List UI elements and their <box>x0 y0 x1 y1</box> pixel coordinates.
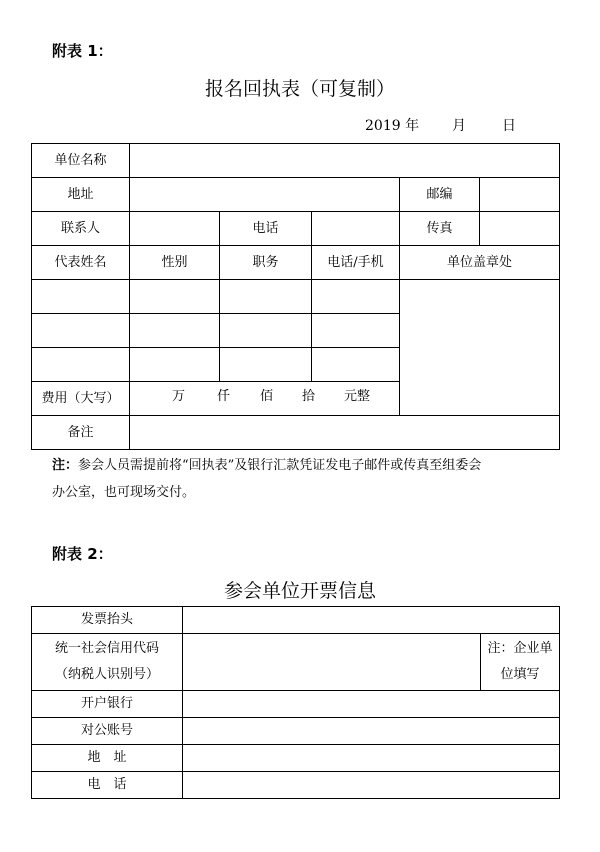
invoice-phone-field[interactable] <box>183 772 560 799</box>
bank-field[interactable] <box>183 691 560 718</box>
invoice-title-field[interactable] <box>183 607 560 634</box>
invoice-address-field[interactable] <box>183 745 560 772</box>
address-field[interactable] <box>130 178 400 212</box>
registration-note <box>52 452 552 506</box>
account-label: 对公账号 <box>32 718 183 745</box>
gender-cell[interactable] <box>130 314 220 348</box>
position-cell[interactable] <box>220 280 312 314</box>
fax-field[interactable] <box>480 212 560 246</box>
mobile-header: 电话/手机 <box>312 246 400 280</box>
gender-header: 性别 <box>130 246 220 280</box>
fee-label: 费用（大写） <box>32 382 130 416</box>
mobile-cell[interactable] <box>312 314 400 348</box>
seal-area[interactable] <box>400 280 560 416</box>
fee-unit-shi: 拾 <box>302 388 316 404</box>
enterprise-note-line-2: 位填写 <box>500 667 540 682</box>
postcode-label: 邮编 <box>400 178 480 212</box>
postcode-field[interactable] <box>480 178 560 212</box>
account-field[interactable] <box>183 718 560 745</box>
invoice-table <box>31 606 560 799</box>
bank-label: 开户银行 <box>32 691 183 718</box>
credit-code-field[interactable] <box>183 634 481 691</box>
phone-label: 电话 <box>220 212 312 246</box>
gender-cell[interactable] <box>130 280 220 314</box>
attachment-2-label: 附表 2： <box>52 545 113 563</box>
note-bold-label: 注： <box>52 458 79 473</box>
fee-unit-yuan: 元整 <box>344 388 371 404</box>
credit-code-label <box>32 634 183 691</box>
enterprise-note-line-1: 注：企业单 <box>487 641 553 656</box>
position-cell[interactable] <box>220 314 312 348</box>
invoice-title-label: 发票抬头 <box>32 607 183 634</box>
note-line-1: 参会人员需提前将“回执表”及银行汇款凭证发电子邮件或传真至组委会 <box>78 458 482 473</box>
mobile-cell[interactable] <box>312 280 400 314</box>
rep-name-cell[interactable] <box>32 280 130 314</box>
fee-unit-bai: 佰 <box>260 388 274 404</box>
fax-label: 传真 <box>400 212 480 246</box>
registration-table <box>31 143 560 450</box>
fee-units <box>130 389 399 409</box>
date-day: 日 <box>502 118 516 134</box>
contact-label: 联系人 <box>32 212 130 246</box>
date-line <box>0 115 600 135</box>
note-line-2: 办公室，也可现场交付。 <box>52 485 196 500</box>
position-header: 职务 <box>220 246 312 280</box>
remark-label: 备注 <box>32 416 130 450</box>
rep-name-cell[interactable] <box>32 314 130 348</box>
gender-cell[interactable] <box>130 348 220 382</box>
mobile-cell[interactable] <box>312 348 400 382</box>
enterprise-note <box>481 634 560 691</box>
phone-field[interactable] <box>312 212 400 246</box>
unit-name-label: 单位名称 <box>32 144 130 178</box>
rep-name-header: 代表姓名 <box>32 246 130 280</box>
invoice-phone-label: 电 话 <box>32 772 183 799</box>
invoice-info-title: 参会单位开票信息 <box>223 580 376 602</box>
credit-code-line-2: （纳税人识别号） <box>54 667 159 682</box>
seal-header: 单位盖章处 <box>400 246 560 280</box>
contact-field[interactable] <box>130 212 220 246</box>
date-month: 月 <box>452 118 466 134</box>
fee-unit-wan: 万 <box>172 388 186 404</box>
credit-code-line-1: 统一社会信用代码 <box>54 641 159 656</box>
unit-name-field[interactable] <box>130 144 560 178</box>
invoice-address-label: 地 址 <box>32 745 183 772</box>
attachment-1-label: 附表 1： <box>52 42 113 60</box>
fee-unit-qian: 仟 <box>217 388 231 404</box>
rep-name-cell[interactable] <box>32 348 130 382</box>
fee-field[interactable] <box>130 382 400 416</box>
remark-field[interactable] <box>130 416 560 450</box>
address-label: 地址 <box>32 178 130 212</box>
registration-form-title: 报名回执表（可复制） <box>204 78 395 100</box>
date-year: 2019 年 <box>365 118 420 134</box>
position-cell[interactable] <box>220 348 312 382</box>
